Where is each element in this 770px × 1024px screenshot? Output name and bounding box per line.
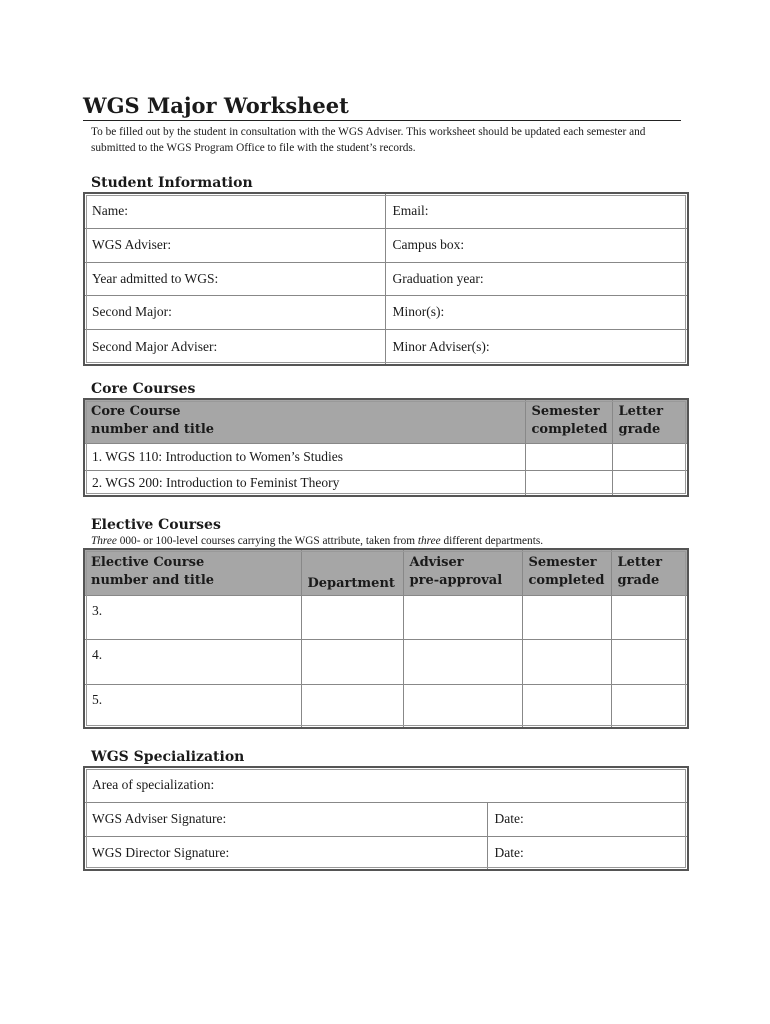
elective-courses-table	[83, 548, 689, 729]
year-admitted-field[interactable]: Year admitted to WGS:	[84, 262, 385, 295]
semester-completed-header: Semester completed	[525, 399, 612, 443]
grade-cell[interactable]	[612, 470, 688, 496]
table-row	[84, 329, 688, 365]
core-courses-heading: Core Courses	[91, 381, 196, 397]
minor-field[interactable]: Minor(s):	[385, 295, 688, 329]
minor-adviser-field[interactable]: Minor Adviser(s):	[385, 329, 688, 365]
email-field[interactable]: Email:	[385, 193, 688, 228]
grade-cell[interactable]	[611, 595, 688, 639]
table-row	[84, 639, 688, 684]
semester-cell[interactable]	[522, 639, 611, 684]
table-row	[84, 684, 688, 728]
core-courses-table	[83, 398, 689, 497]
semester-cell[interactable]	[522, 595, 611, 639]
area-of-specialization-field[interactable]: Area of specialization:	[84, 767, 688, 802]
campus-box-field[interactable]: Campus box:	[385, 228, 688, 262]
elective-course-5[interactable]: 5.	[84, 684, 301, 728]
grade-cell[interactable]	[612, 443, 688, 470]
specialization-table	[83, 766, 689, 871]
table-header-row	[84, 399, 688, 443]
letter-grade-header: Letter grade	[612, 399, 688, 443]
page-title: WGS Major Worksheet	[83, 92, 681, 121]
department-cell[interactable]	[301, 639, 403, 684]
table-row	[84, 228, 688, 262]
department-cell[interactable]	[301, 684, 403, 728]
department-cell[interactable]	[301, 595, 403, 639]
preapproval-cell[interactable]	[403, 595, 522, 639]
adviser-date-field[interactable]: Date:	[487, 802, 688, 836]
intro-text: To be filled out by the student in consultation with the WGS Adviser. This worksheet should be updated each semester and submitted to the WGS Program Office to file with the student’s records.	[91, 126, 646, 154]
table-row	[84, 595, 688, 639]
director-signature-field[interactable]: WGS Director Signature:	[84, 836, 487, 870]
table-header-row	[84, 549, 688, 595]
semester-cell[interactable]	[525, 470, 612, 496]
table-row	[84, 443, 688, 470]
semester-completed-header: Semester completed	[522, 549, 611, 595]
wgs-adviser-field[interactable]: WGS Adviser:	[84, 228, 385, 262]
elective-course-3[interactable]: 3.	[84, 595, 301, 639]
core-course-header: Core Course number and title	[84, 399, 525, 443]
elective-note: Three 000- or 100-level courses carrying the WGS attribute, taken from three different departments.	[91, 535, 544, 547]
grade-cell[interactable]	[611, 639, 688, 684]
grade-cell[interactable]	[611, 684, 688, 728]
adviser-preapproval-header: Adviser pre-approval	[403, 549, 522, 595]
table-row	[84, 193, 688, 228]
elective-course-4[interactable]: 4.	[84, 639, 301, 684]
specialization-heading: WGS Specialization	[91, 749, 245, 765]
name-field[interactable]: Name:	[84, 193, 385, 228]
letter-grade-header: Letter grade	[611, 549, 688, 595]
student-info-heading: Student Information	[91, 175, 253, 191]
graduation-year-field[interactable]: Graduation year:	[385, 262, 688, 295]
preapproval-cell[interactable]	[403, 684, 522, 728]
table-row	[84, 295, 688, 329]
table-row	[84, 470, 688, 496]
preapproval-cell[interactable]	[403, 639, 522, 684]
semester-cell[interactable]	[522, 684, 611, 728]
elective-courses-heading: Elective Courses	[91, 517, 221, 533]
table-row	[84, 767, 688, 802]
table-row	[84, 802, 688, 836]
core-course-2: 2. WGS 200: Introduction to Feminist Theory	[84, 470, 525, 496]
director-date-field[interactable]: Date:	[487, 836, 688, 870]
worksheet-page	[83, 92, 687, 871]
elective-course-header: Elective Course number and title	[84, 549, 301, 595]
student-info-table	[83, 192, 689, 366]
table-row	[84, 836, 688, 870]
table-row	[84, 262, 688, 295]
second-major-adviser-field[interactable]: Second Major Adviser:	[84, 329, 385, 365]
core-course-1: 1. WGS 110: Introduction to Women’s Studies	[84, 443, 525, 470]
second-major-field[interactable]: Second Major:	[84, 295, 385, 329]
department-header: Department	[301, 549, 403, 595]
adviser-signature-field[interactable]: WGS Adviser Signature:	[84, 802, 487, 836]
semester-cell[interactable]	[525, 443, 612, 470]
